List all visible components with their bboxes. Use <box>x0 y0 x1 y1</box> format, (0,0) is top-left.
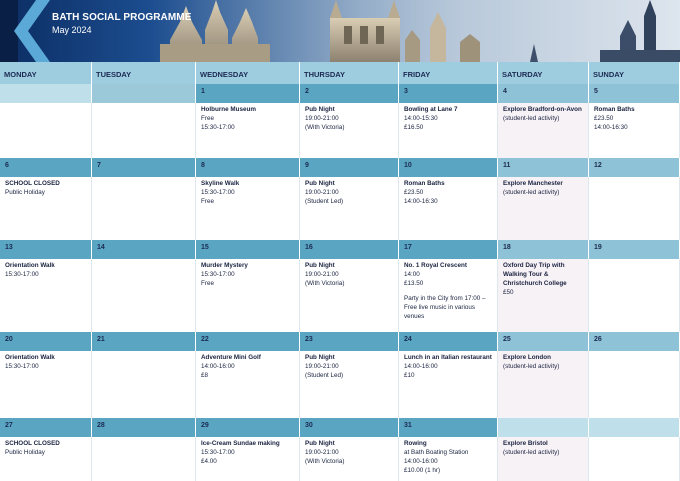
event-detail: £10 <box>404 371 415 379</box>
day-number: 2 <box>300 84 399 103</box>
day-number: 29 <box>196 418 300 437</box>
event-detail: 19:00-21:00 <box>305 448 339 456</box>
day-cell <box>300 259 399 332</box>
event-detail: 15:30-17:00 <box>5 270 39 278</box>
event-detail: £13.50 <box>404 279 424 287</box>
day-cell <box>589 437 680 481</box>
day-cell <box>300 177 399 240</box>
day-number: 16 <box>300 240 399 259</box>
day-number: 8 <box>196 158 300 177</box>
day-number: 18 <box>498 240 589 259</box>
day-cell <box>498 103 589 158</box>
event-name: Explore Bristol <box>503 440 548 447</box>
day-cell <box>92 259 196 332</box>
event-name: No. 1 Royal Crescent <box>404 262 467 269</box>
day-number: 19 <box>589 240 680 259</box>
day-number: 23 <box>300 332 399 351</box>
event-detail: Public Holiday <box>5 188 45 196</box>
event-detail: (student-led activity) <box>503 188 560 196</box>
day-number: 7 <box>92 158 196 177</box>
day-cell <box>399 437 498 481</box>
day-header-tuesday: TUESDAY <box>92 62 196 84</box>
day-cell <box>300 351 399 418</box>
day-cell <box>589 259 680 332</box>
event-detail: (student-led activity) <box>503 114 560 122</box>
header-banner <box>0 0 680 62</box>
day-number: 17 <box>399 240 498 259</box>
event-detail: 19:00-21:00 <box>305 270 339 278</box>
event-detail: 14:00-15:30 <box>404 114 438 122</box>
day-cell <box>92 351 196 418</box>
day-number: 31 <box>399 418 498 437</box>
day-cell <box>0 177 92 240</box>
event-detail: £23.50 <box>594 114 614 122</box>
day-number: 11 <box>498 158 589 177</box>
day-header-sunday: SUNDAY <box>589 62 680 84</box>
event-detail: £23.50 <box>404 188 424 196</box>
day-number: 27 <box>0 418 92 437</box>
event-detail: £4.00 <box>201 457 217 465</box>
event-name: Pub Night <box>305 354 335 361</box>
day-number: 21 <box>92 332 196 351</box>
day-number: 6 <box>0 158 92 177</box>
event-detail: (With Victoria) <box>305 123 345 131</box>
day-cell <box>589 351 680 418</box>
event-detail: 15:30-17:00 <box>5 362 39 370</box>
day-number: 24 <box>399 332 498 351</box>
event-detail: 15:30-17:00 <box>201 123 235 131</box>
event-detail: (Student Led) <box>305 371 344 379</box>
event-detail: £10.00 (1 hr) <box>404 466 441 474</box>
event-detail: 19:00-21:00 <box>305 188 339 196</box>
event-name: Explore Bradford-on-Avon <box>503 106 582 113</box>
event-name: Roman Baths <box>594 106 635 113</box>
day-cell <box>196 103 300 158</box>
page-title: BATH SOCIAL PROGRAMME <box>52 12 192 23</box>
event-name: Skyline Walk <box>201 180 240 187</box>
event-detail: £50 <box>503 288 514 296</box>
event-detail: Public Holiday <box>5 448 45 456</box>
event-detail: at Bath Boating Station <box>404 448 469 456</box>
event-detail: (student-led activity) <box>503 448 560 456</box>
chevron-left-icon <box>14 0 54 62</box>
event-detail: Free <box>201 197 214 205</box>
day-cell <box>196 177 300 240</box>
day-number: 20 <box>0 332 92 351</box>
day-cell <box>92 103 196 158</box>
day-number: 10 <box>399 158 498 177</box>
event-detail: 15:30-17:00 <box>201 188 235 196</box>
day-number: 4 <box>498 84 589 103</box>
day-number: 5 <box>589 84 680 103</box>
day-number: 12 <box>589 158 680 177</box>
day-header-friday: FRIDAY <box>399 62 498 84</box>
event-name: Holburne Museum <box>201 106 256 113</box>
event-detail: 19:00-21:00 <box>305 114 339 122</box>
day-header-thursday: THURSDAY <box>300 62 399 84</box>
event-detail: 14:00-16:00 <box>404 362 438 370</box>
event-name: Bowling at Lane 7 <box>404 106 458 113</box>
event-name: Roman Baths <box>404 180 445 187</box>
day-cell <box>399 259 498 332</box>
event-detail: 19:00-21:00 <box>305 362 339 370</box>
day-cell <box>399 103 498 158</box>
event-detail: (student-led activity) <box>503 362 560 370</box>
event-name: Orientation Walk <box>5 262 55 269</box>
event-detail: £16.50 <box>404 123 424 131</box>
day-number <box>0 84 92 103</box>
day-number: 3 <box>399 84 498 103</box>
day-header-saturday: SATURDAY <box>498 62 589 84</box>
bath-abbey-image <box>150 0 680 62</box>
day-cell <box>300 103 399 158</box>
day-cell <box>196 259 300 332</box>
day-cell <box>0 437 92 481</box>
event-detail: Free <box>201 114 214 122</box>
event-detail: Free <box>201 279 214 287</box>
day-cell <box>0 351 92 418</box>
day-number <box>589 418 680 437</box>
day-number: 15 <box>196 240 300 259</box>
day-cell <box>196 351 300 418</box>
event-detail: 14:00 <box>404 270 420 278</box>
event-note: Party in the City from 17:00 – Free live music in various venues <box>404 294 486 320</box>
event-detail: 14:00-16:00 <box>404 457 438 465</box>
day-cell <box>498 259 589 332</box>
day-cell <box>92 437 196 481</box>
day-cell <box>196 437 300 481</box>
event-detail: 15:30-17:00 <box>201 270 235 278</box>
event-name: Murder Mystery <box>201 262 248 269</box>
event-detail: (Student Led) <box>305 197 344 205</box>
day-cell <box>498 437 589 481</box>
day-number: 14 <box>92 240 196 259</box>
event-name: Explore London <box>503 354 551 361</box>
event-name: Pub Night <box>305 106 335 113</box>
event-detail: 15:30-17:00 <box>201 448 235 456</box>
day-cell <box>498 351 589 418</box>
day-cell <box>399 177 498 240</box>
day-cell <box>0 103 92 158</box>
day-cell <box>589 177 680 240</box>
event-name: Orientation Walk <box>5 354 55 361</box>
event-detail: 14:00-16:30 <box>404 197 438 205</box>
day-number: 25 <box>498 332 589 351</box>
event-name: Rowing <box>404 440 427 447</box>
event-name: Pub Night <box>305 262 335 269</box>
day-number <box>92 84 196 103</box>
event-name: SCHOOL CLOSED <box>5 440 60 447</box>
day-number: 22 <box>196 332 300 351</box>
day-number: 13 <box>0 240 92 259</box>
day-number: 30 <box>300 418 399 437</box>
day-header-monday: MONDAY <box>0 62 92 84</box>
calendar-grid <box>0 62 680 481</box>
day-cell <box>0 259 92 332</box>
event-name: Lunch in an Italian restaurant <box>404 354 492 361</box>
event-name: Pub Night <box>305 180 335 187</box>
day-cell <box>399 351 498 418</box>
day-number: 26 <box>589 332 680 351</box>
day-number: 28 <box>92 418 196 437</box>
event-name: Oxford Day Trip with Walking Tour & Christchurch College <box>503 262 567 287</box>
day-number <box>498 418 589 437</box>
event-name: Ice-Cream Sundae making <box>201 440 280 447</box>
day-cell <box>92 177 196 240</box>
day-cell <box>300 437 399 481</box>
event-name: Adventure Mini Golf <box>201 354 261 361</box>
page-subtitle: May 2024 <box>52 25 92 35</box>
event-detail: 14:00-16:00 <box>201 362 235 370</box>
day-number: 1 <box>196 84 300 103</box>
event-name: SCHOOL CLOSED <box>5 180 60 187</box>
day-header-wednesday: WEDNESDAY <box>196 62 300 84</box>
day-cell <box>589 103 680 158</box>
event-detail: (With Victoria) <box>305 279 345 287</box>
day-cell <box>498 177 589 240</box>
event-name: Pub Night <box>305 440 335 447</box>
event-detail: £8 <box>201 371 209 379</box>
day-number: 9 <box>300 158 399 177</box>
event-name: Explore Manchester <box>503 180 563 187</box>
event-detail: (With Victoria) <box>305 457 345 465</box>
event-detail: 14:00-16:30 <box>594 123 628 131</box>
